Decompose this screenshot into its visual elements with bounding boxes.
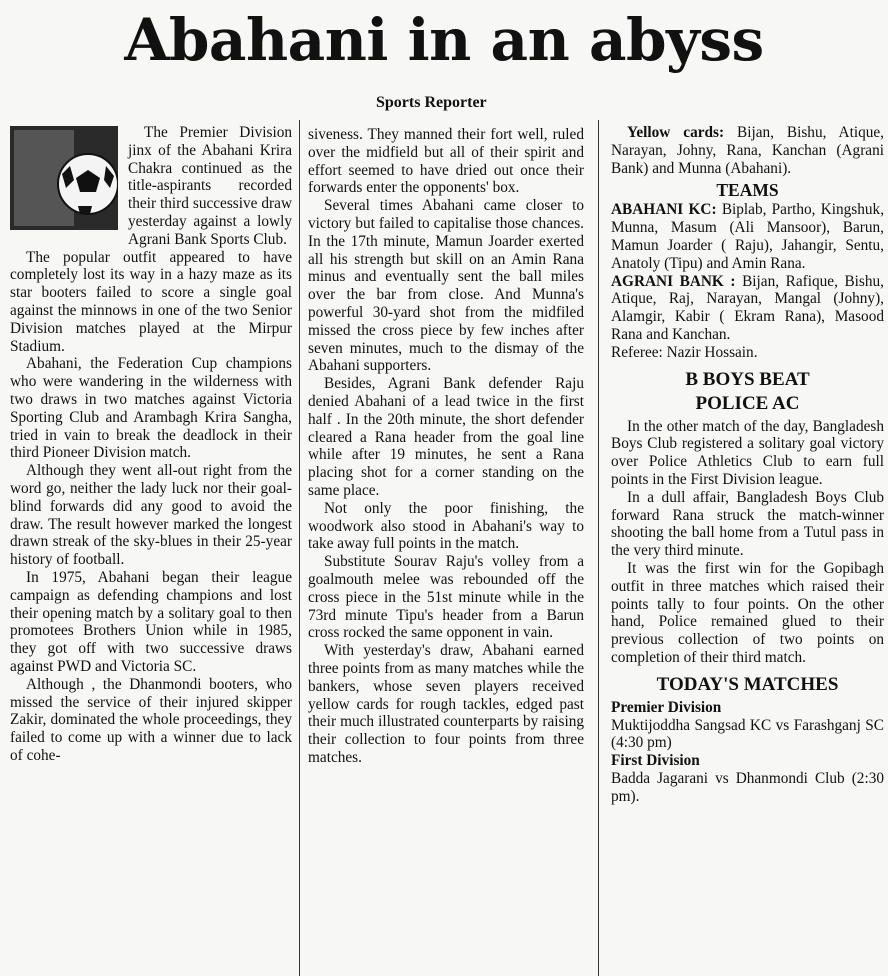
agrani-lineup <box>611 273 884 344</box>
paragraph: It was the first win for the Gopibagh outfit in three matches which raised their points tally to four points. On the other hand, Police remained glued to their previous collection of two points on completion of their third match. <box>611 559 884 666</box>
headline: Abahani in an abyss <box>124 6 764 74</box>
paragraph: With yesterday's draw, Abahani earned three points from as many matches while the bankers, whose seven players received yellow cards for rough tackles, edged past their much illustrated counterparts by raising their collection to four points from three matches. <box>308 642 584 766</box>
paragraph: The popular outfit appeared to have completely lost its way in a hazy maze as its star booters failed to score a single goal against the minnows in one of the two Senior Division matches played at the Mirpur Stadium. <box>10 248 292 355</box>
paragraph: Although they went all-out right from the word go, neither the lady luck nor their goal-blind forwards did any good to avoid the draw. The result however marked the longest drawn streak of the sky-blues in their 25-year history of football. <box>10 462 292 569</box>
abahani-text: Biplab, Partho, Kingshuk, Munna, Masum (Ali Mansoor), Barun, Mamun Joarder ( Raju), Jahangir, Sentu, Anatoly (Tipu) and Amin Rana. <box>611 201 884 272</box>
heading-line: POLICE AC <box>695 392 800 414</box>
column-rule <box>598 120 599 976</box>
todays-matches-heading: TODAY'S MATCHES <box>656 673 839 695</box>
first-label <box>611 752 884 770</box>
paragraph: Besides, Agrani Bank defender Raju denied Abahani of a lead twice in the first half . In the 20th minute, the short defender cleared a Rana header from the goal line while after 19 minutes, he sent a Rana placing shot for a corner standing on the same place. <box>308 375 584 499</box>
paragraph: Abahani, the Federation Cup champions who were wandering in the wilderness with two draws in two matches against Victoria Sporting Club and Arambagh Krira Sangha, tried in vain to break the deadlock in their third Pioneer Division match. <box>10 355 292 462</box>
premier-label-text: Premier Division <box>611 698 722 716</box>
yellow-cards-text: Bijan, Bishu, Atique, Narayan, Johny, Rana, Kanchan (Agrani Bank) and Munna (Abahani). <box>611 124 884 177</box>
teams-heading: TEAMS <box>716 180 779 201</box>
paragraph: In 1975, Abahani began their league campaign as defending champions and lost their opening match by a solitary goal to then promotees Brothers Union while in 1985, they got off with two successive draws against PWD and Victoria SC. <box>10 568 292 675</box>
paragraph: The Premier Division jinx of the Abahani Krira Chakra continued as the title-aspirants recorded their third successive draw yesterday against a lowly Agrani Bank Sports Club. <box>128 124 292 248</box>
agrani-label: AGRANI BANK : <box>611 272 736 290</box>
second-story-heading <box>611 368 884 416</box>
column-2 <box>308 126 584 976</box>
paragraph: Substitute Sourav Raju's volley from a goalmouth melee was rebounded off the cross piece in the 51st minute while in the 73rd minute Tipu's header from a Barun cross rocked the same opponent in vain. <box>308 553 584 642</box>
column-rule <box>299 120 300 976</box>
referee: Referee: Nazir Hossain. <box>611 343 758 361</box>
yellow-cards-label: Yellow cards: <box>627 124 725 141</box>
paragraph: In the other match of the day, Bangladesh Boys Club registered a solitary goal victory over Police Athletics Club to earn full points in the First Division league. <box>611 417 884 488</box>
abahani-label: ABAHANI KC: <box>611 201 717 219</box>
abahani-lineup <box>611 201 884 272</box>
paragraph: Not only the poor finishing, the woodwork also stood in Abahani's way to take away full points in the match. <box>308 499 584 553</box>
first-label-text: First Division <box>611 752 700 770</box>
agrani-text: Bijan, Rafique, Bishu, Atique, Raj, Narayan, Mangal (Johny), Alamgir, Kabir ( Ekram Rana), Masood Rana and Kanchan. <box>611 272 884 343</box>
column-3 <box>611 124 884 976</box>
paragraph: In a dull affair, Bangladesh Boys Club forward Rana struck the match-winner shooting the ball home from a Tutul pass in the very third minute. <box>611 488 884 560</box>
byline: Sports Reporter <box>376 94 487 111</box>
first-match: Badda Jagarani vs Dhanmondi Club (2:30 pm). <box>611 769 884 805</box>
paragraph: Although , the Dhanmondi booters, who missed the service of their injured skipper Zakir, dominated the whole proceedings, they failed to come up with a winner due to lack of cohe- <box>10 675 292 764</box>
paragraph: Several times Abahani came closer to victory but failed to capitalise those chances. In the 17th minute, Mamun Joarder exerted all his strength but skill on an Amin Rana minus and eventually sent the ball miles over the bar from close. And Munna's powerful 30-yard shot from the midfiled missed the cross piece by few inches after seven minutes, much to the dismay of the Abahani supporters. <box>308 197 584 375</box>
premier-label <box>611 699 884 717</box>
column-1 <box>10 124 292 976</box>
heading-line: B BOYS BEAT <box>685 368 810 390</box>
football-icon <box>10 126 118 230</box>
yellow-cards <box>611 124 884 177</box>
paragraph: siveness. They manned their fort well, ruled over the midfield but all of their spirit and effort seemed to have dried out once their forwards enter the opponents' box. <box>308 126 584 197</box>
premier-match: Muktijoddha Sangsad KC vs Farashganj SC (4:30 pm) <box>611 716 884 752</box>
